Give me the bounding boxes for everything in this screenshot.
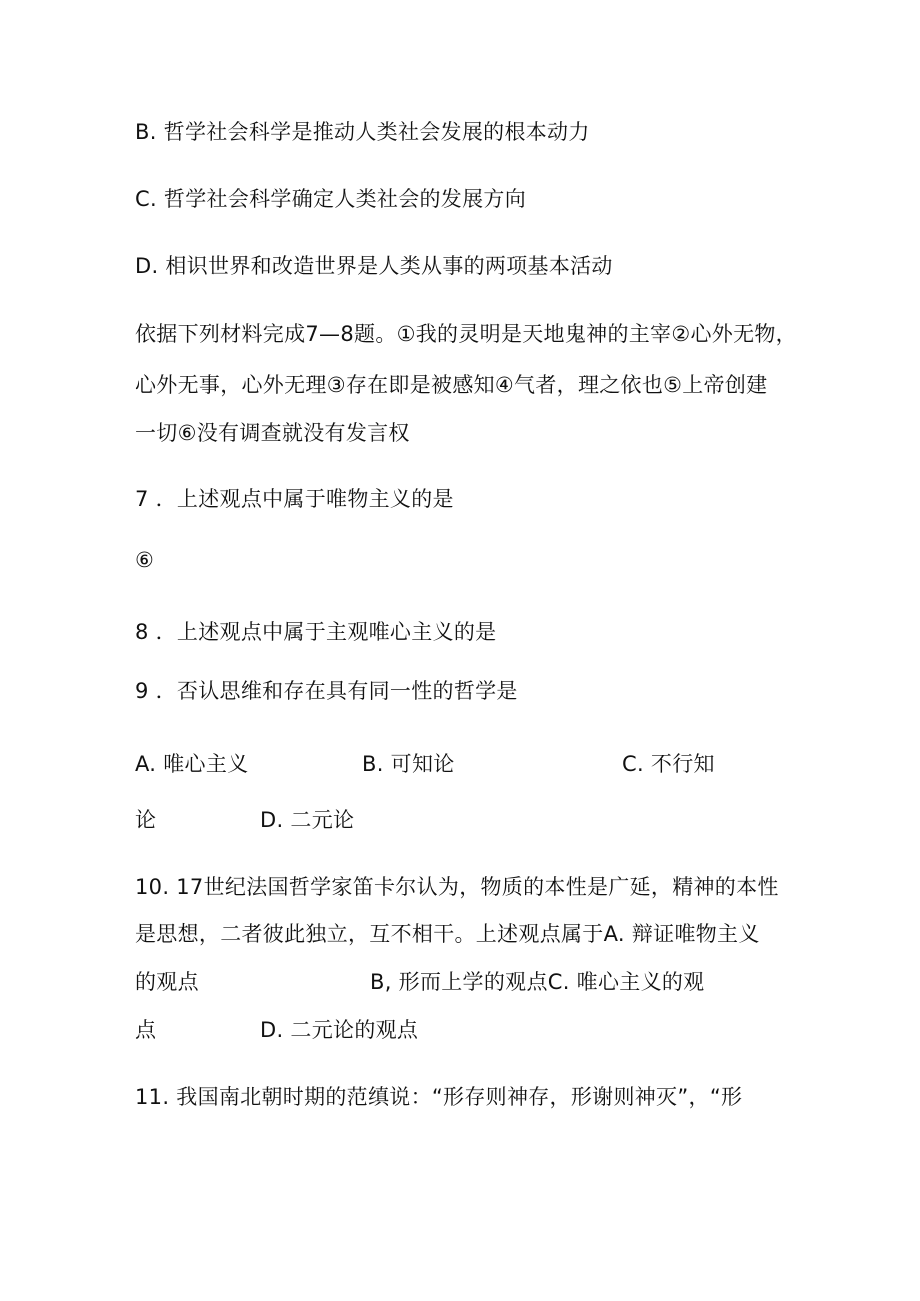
q9-option-b: B. 可知论 <box>362 752 455 776</box>
question-9-options-row <box>135 749 835 779</box>
material-line-3: 一切⑥没有调查就没有发言权 <box>135 421 410 445</box>
question-10-line-2: 是思想，二者彼此独立，互不相干。上述观点属于A. 辩证唯物主义 <box>135 922 760 946</box>
q9-option-c-continued: 论 <box>135 808 157 832</box>
q9-option-a: A. 唯心主义 <box>135 752 249 776</box>
question-10-line-3 <box>135 967 835 997</box>
q10-option-c-continued: 点 <box>135 1018 157 1042</box>
q9-option-d: D. 二元论 <box>260 808 355 832</box>
question-7: 7 ．上述观点中属于唯物主义的是 <box>135 487 454 511</box>
question-11: 11. 我国南北朝时期的范缜说：“形存则神存，形谢则神灭”，“形 <box>135 1085 743 1109</box>
q6-option-d: D. 相识世界和改造世界是人类从事的两项基本活动 <box>135 254 613 278</box>
question-9: 9 ．否认思维和存在具有同一性的哲学是 <box>135 679 518 703</box>
question-7-answer: ⑥ <box>135 548 155 572</box>
question-9-options-row-2 <box>135 805 835 835</box>
q9-option-c: C. 不行知 <box>622 752 715 776</box>
question-10-line-1: 10. 17世纪法国哲学家笛卡尔认为，物质的本性是广延，精神的本性 <box>135 875 779 899</box>
material-line-2: 心外无事，心外无理③存在即是被感知④气者，理之依也⑤上帝创建 <box>135 373 768 397</box>
q6-option-b: B. 哲学社会科学是推动人类社会发展的根本动力 <box>135 120 590 144</box>
question-10-line-4 <box>135 1015 835 1045</box>
q10-option-d: D. 二元论的观点 <box>260 1018 419 1042</box>
q10-line-3-start: 的观点 <box>135 970 199 994</box>
question-8: 8 ．上述观点中属于主观唯心主义的是 <box>135 620 497 644</box>
material-line-1: 依据下列材料完成7—8题。①我的灵明是天地鬼神的主宰②心外无物， <box>135 322 797 346</box>
q10-options-b-c: B, 形而上学的观点C. 唯心主义的观 <box>370 970 705 994</box>
q6-option-c: C. 哲学社会科学确定人类社会的发展方向 <box>135 187 527 211</box>
